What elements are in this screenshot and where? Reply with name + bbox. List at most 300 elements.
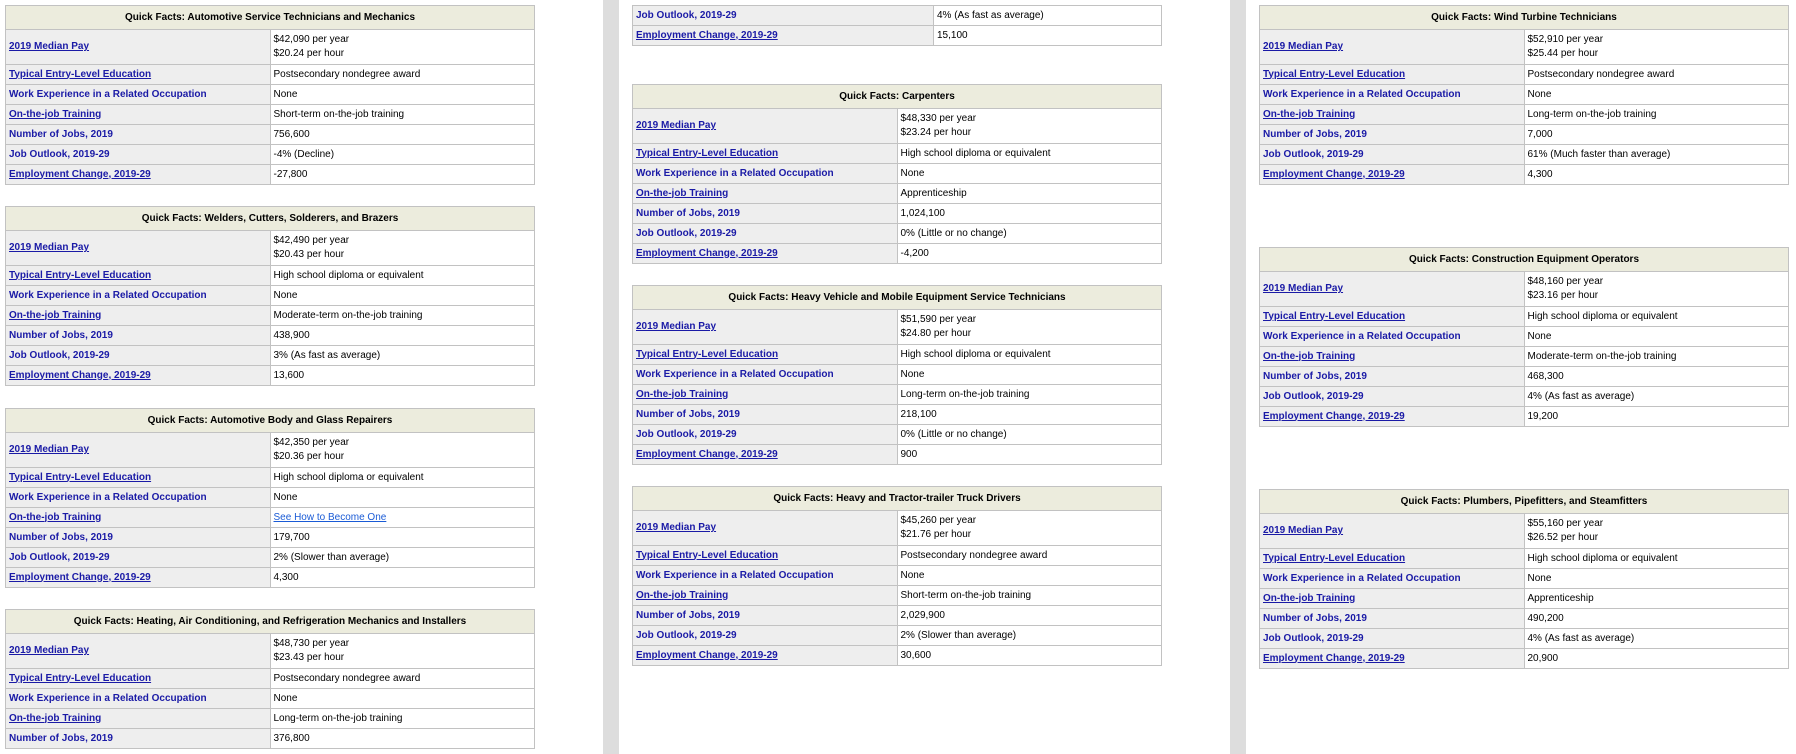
row-value: 4,300 [273,571,299,583]
table-row [633,405,1162,425]
row-label-cell [6,366,271,386]
table-row [6,689,535,709]
table-row [1260,514,1789,549]
table-row [1260,145,1789,165]
row-value: High school diploma or equivalent [273,269,424,281]
row-value-hourly: $20.24 per hour [273,48,345,59]
row-value-cell [934,26,1162,46]
row-value-cell [897,646,1162,666]
row-value: Postsecondary nondegree award [273,68,421,80]
row-value: Moderate-term on-the-job training [273,309,423,321]
quick-facts-table [5,408,535,588]
row-label-cell [1260,165,1525,185]
job-outlook-2019-29-label: Job Outlook, 2019-29 [1263,390,1364,402]
row-value: 7,000 [1527,128,1553,140]
row-value: 438,900 [273,329,310,341]
row-label-cell [6,30,271,65]
work-experience-in-a-related-occupation-label: Work Experience in a Related Occupation [636,569,834,581]
row-value-cell [1524,145,1789,165]
quick-facts-title: Quick Facts: Automotive Service Technicians and Mechanics [6,6,535,30]
table-row [6,468,535,488]
row-value-cell [897,204,1162,224]
row-value-cell [270,488,535,508]
row-value-hourly: $24.80 per hour [900,328,972,339]
number-of-jobs-2019-label: Number of Jobs, 2019 [1263,612,1367,624]
table-row [633,606,1162,626]
typical-entry-level-education-link[interactable]: Typical Entry-Level Education [636,348,779,360]
table-row [6,30,535,65]
row-label-cell [6,468,271,488]
job-outlook-2019-29-label: Job Outlook, 2019-29 [636,629,737,641]
quick-facts-table [5,206,535,386]
table-row [1260,569,1789,589]
number-of-jobs-2019-label: Number of Jobs, 2019 [9,128,113,140]
typical-entry-level-education-link[interactable]: Typical Entry-Level Education [9,471,152,483]
row-value: $45,260 per year [900,515,977,526]
row-value-cell [1524,629,1789,649]
row-label-cell [633,365,898,385]
row-label-cell [1260,649,1525,669]
row-label-cell [6,326,271,346]
typical-entry-level-education-link[interactable]: Typical Entry-Level Education [1263,68,1406,80]
row-value-cell [270,266,535,286]
2019-median-pay-link[interactable]: 2019 Median Pay [636,120,717,131]
row-value: $52,910 per year [1527,34,1604,45]
table-row [6,346,535,366]
row-label-cell [1260,407,1525,427]
row-value-cell [270,165,535,185]
row-value-hourly: $25.44 per hour [1527,48,1599,59]
typical-entry-level-education-link[interactable]: Typical Entry-Level Education [636,549,779,561]
quick-facts-table [5,5,535,185]
quick-facts-table [5,609,535,749]
row-value: Short-term on-the-job training [273,108,405,120]
2019-median-pay-link[interactable]: 2019 Median Pay [9,444,90,455]
row-value: Long-term on-the-job training [900,388,1030,400]
row-value-cell [1524,407,1789,427]
number-of-jobs-2019-label: Number of Jobs, 2019 [636,408,740,420]
table-row [1260,327,1789,347]
table-row [6,433,535,468]
2019-median-pay-link[interactable]: 2019 Median Pay [1263,525,1344,536]
row-value-cell [1524,514,1789,549]
row-label-cell [6,65,271,85]
table-row [6,65,535,85]
see-how-to-become-one-link[interactable]: See How to Become One [273,511,387,523]
row-value-cell [270,689,535,709]
row-value-cell [270,468,535,488]
on-the-job-training-link[interactable]: On-the-job Training [636,187,729,199]
number-of-jobs-2019-label: Number of Jobs, 2019 [9,732,113,744]
employment-change-2019-29-link[interactable]: Employment Change, 2019-29 [1263,410,1405,422]
2019-median-pay-link[interactable]: 2019 Median Pay [1263,283,1344,294]
row-label-cell [1260,105,1525,125]
table-row [633,425,1162,445]
row-value: 20,900 [1527,652,1559,664]
row-value: 900 [900,448,918,460]
row-value-cell [1524,105,1789,125]
table-row [6,729,535,749]
row-value: $51,590 per year [900,314,977,325]
row-label-cell [633,425,898,445]
row-label-cell [6,689,271,709]
row-value: 4% (As fast as average) [937,9,1044,21]
row-value: 756,600 [273,128,310,140]
row-value-cell [270,125,535,145]
2019-median-pay-link[interactable]: 2019 Median Pay [636,321,717,332]
row-value: 1,024,100 [900,207,945,219]
employment-change-2019-29-link[interactable]: Employment Change, 2019-29 [9,571,151,583]
employment-change-2019-29-link[interactable]: Employment Change, 2019-29 [636,247,778,259]
table-row [1260,165,1789,185]
row-value: None [900,167,925,179]
table-row [6,145,535,165]
row-label-cell [633,204,898,224]
row-label-cell [6,669,271,689]
row-label-cell [633,586,898,606]
row-value-cell [270,568,535,588]
row-value: -27,800 [273,168,308,180]
employment-change-2019-29-link[interactable]: Employment Change, 2019-29 [636,649,778,661]
row-value-cell [270,528,535,548]
work-experience-in-a-related-occupation-label: Work Experience in a Related Occupation [636,368,834,380]
row-label-cell [633,310,898,345]
work-experience-in-a-related-occupation-label: Work Experience in a Related Occupation [636,167,834,179]
row-value-cell [270,548,535,568]
table-row [1260,85,1789,105]
row-value-cell [270,634,535,669]
row-value: 490,200 [1527,612,1564,624]
row-label-cell [1260,145,1525,165]
row-value: Apprenticeship [900,187,967,199]
quick-facts-title: Quick Facts: Carpenters [633,85,1162,109]
table-row [633,109,1162,144]
quick-facts-title: Quick Facts: Heavy and Tractor-trailer Truck Drivers [633,487,1162,511]
row-value-cell [897,425,1162,445]
table-row [1260,589,1789,609]
row-value-cell [1524,85,1789,105]
employment-change-2019-29-link[interactable]: Employment Change, 2019-29 [1263,168,1405,180]
table-row [6,125,535,145]
2019-median-pay-link[interactable]: 2019 Median Pay [1263,41,1344,52]
row-value-cell [270,286,535,306]
table-row [633,6,1162,26]
table-row [1260,407,1789,427]
table-row [1260,125,1789,145]
typical-entry-level-education-link[interactable]: Typical Entry-Level Education [9,672,152,684]
row-value-cell [897,310,1162,345]
row-label-cell [6,488,271,508]
2019-median-pay-link[interactable]: 2019 Median Pay [9,41,90,52]
table-row [6,85,535,105]
quick-facts-title: Quick Facts: Welders, Cutters, Solderers, and Brazers [6,207,535,231]
table-row [1260,65,1789,85]
table-row [633,445,1162,465]
work-experience-in-a-related-occupation-label: Work Experience in a Related Occupation [9,289,207,301]
row-value: Short-term on-the-job training [900,589,1032,601]
job-outlook-2019-29-label: Job Outlook, 2019-29 [9,148,110,160]
row-label-cell [6,346,271,366]
row-label-cell [6,165,271,185]
2019-median-pay-link[interactable]: 2019 Median Pay [636,522,717,533]
row-label-cell [633,546,898,566]
row-value-cell [897,224,1162,244]
row-value-cell [270,709,535,729]
row-value-cell [1524,165,1789,185]
table-row [6,548,535,568]
quick-facts-title: Quick Facts: Construction Equipment Operators [1260,248,1789,272]
row-label-cell [633,566,898,586]
row-value: $42,090 per year [273,34,350,45]
row-value: -4,200 [900,247,929,259]
row-value: $48,730 per year [273,638,350,649]
number-of-jobs-2019-label: Number of Jobs, 2019 [9,531,113,543]
row-value: Postsecondary nondegree award [900,549,1048,561]
row-value-cell [270,65,535,85]
row-value-cell [270,508,535,528]
row-value-cell [270,30,535,65]
typical-entry-level-education-link[interactable]: Typical Entry-Level Education [1263,310,1406,322]
row-value: 0% (Little or no change) [900,428,1007,440]
row-value-cell [897,385,1162,405]
row-value: Long-term on-the-job training [273,712,403,724]
number-of-jobs-2019-label: Number of Jobs, 2019 [1263,128,1367,140]
typical-entry-level-education-link[interactable]: Typical Entry-Level Education [1263,552,1406,564]
table-row [1260,629,1789,649]
table-row [6,266,535,286]
row-value-hourly: $20.36 per hour [273,451,345,462]
table-row [633,586,1162,606]
row-value-cell [1524,649,1789,669]
row-label-cell [633,385,898,405]
row-value: $48,330 per year [900,113,977,124]
table-row [633,144,1162,164]
number-of-jobs-2019-label: Number of Jobs, 2019 [9,329,113,341]
on-the-job-training-link[interactable]: On-the-job Training [636,589,729,601]
row-label-cell [633,164,898,184]
row-label-cell [6,266,271,286]
table-row [633,224,1162,244]
2019-median-pay-link[interactable]: 2019 Median Pay [9,242,90,253]
row-value-hourly: $23.24 per hour [900,127,972,138]
row-value-cell [897,164,1162,184]
row-label-cell [1260,327,1525,347]
table-row [1260,367,1789,387]
on-the-job-training-link[interactable]: On-the-job Training [9,511,102,523]
row-label-cell [1260,85,1525,105]
table-row [1260,307,1789,327]
quick-facts-title: Quick Facts: Automotive Body and Glass Repairers [6,409,535,433]
quick-facts-title: Quick Facts: Heating, Air Conditioning, and Refrigeration Mechanics and Installers [6,610,535,634]
row-value-cell [897,566,1162,586]
quick-facts-title: Quick Facts: Plumbers, Pipefitters, and Steamfitters [1260,490,1789,514]
row-label-cell [6,634,271,669]
on-the-job-training-link[interactable]: On-the-job Training [9,309,102,321]
job-outlook-2019-29-label: Job Outlook, 2019-29 [1263,632,1364,644]
job-outlook-2019-29-label: Job Outlook, 2019-29 [636,9,737,21]
employment-change-2019-29-link[interactable]: Employment Change, 2019-29 [636,29,778,41]
table-row [6,669,535,689]
table-row [6,366,535,386]
row-label-cell [1260,30,1525,65]
table-row [1260,609,1789,629]
typical-entry-level-education-link[interactable]: Typical Entry-Level Education [9,269,152,281]
row-value-cell [1524,589,1789,609]
row-label-cell [6,729,271,749]
row-value-cell [1524,125,1789,145]
job-outlook-2019-29-label: Job Outlook, 2019-29 [636,428,737,440]
row-value: $48,160 per year [1527,276,1604,287]
row-value: High school diploma or equivalent [1527,552,1678,564]
row-value-cell [1524,387,1789,407]
table-row [633,566,1162,586]
table-row [633,385,1162,405]
row-label-cell [633,345,898,365]
row-value: 61% (Much faster than average) [1527,148,1671,160]
row-value-hourly: $20.43 per hour [273,249,345,260]
number-of-jobs-2019-label: Number of Jobs, 2019 [1263,370,1367,382]
row-value: 2% (Slower than average) [900,629,1017,641]
job-outlook-2019-29-label: Job Outlook, 2019-29 [1263,148,1364,160]
row-value-cell [1524,65,1789,85]
number-of-jobs-2019-label: Number of Jobs, 2019 [636,207,740,219]
row-value-cell [1524,347,1789,367]
table-row [633,345,1162,365]
quick-facts-table [632,285,1162,465]
row-value: 376,800 [273,732,310,744]
row-value-cell [270,729,535,749]
row-value: 2,029,900 [900,609,945,621]
row-value: $42,490 per year [273,235,350,246]
row-value-cell [934,6,1162,26]
work-experience-in-a-related-occupation-label: Work Experience in a Related Occupation [1263,330,1461,342]
on-the-job-training-link[interactable]: On-the-job Training [1263,108,1356,120]
2019-median-pay-link[interactable]: 2019 Median Pay [9,645,90,656]
table-row [1260,272,1789,307]
row-value: 0% (Little or no change) [900,227,1007,239]
row-value-cell [897,109,1162,144]
page-gutter-2 [1230,0,1246,754]
row-label-cell [6,231,271,266]
row-value: None [273,289,298,301]
row-label-cell [1260,65,1525,85]
row-label-cell [6,306,271,326]
table-row [6,488,535,508]
row-value: 2% (Slower than average) [273,551,390,563]
row-label-cell [633,144,898,164]
table-row [6,568,535,588]
row-value: -4% (Decline) [273,148,335,160]
row-value-cell [897,546,1162,566]
row-label-cell [6,568,271,588]
table-row [6,105,535,125]
on-the-job-training-link[interactable]: On-the-job Training [9,108,102,120]
row-value: 15,100 [937,29,968,41]
employment-change-2019-29-link[interactable]: Employment Change, 2019-29 [9,168,151,180]
quick-facts-table [632,5,1162,46]
row-label-cell [633,646,898,666]
row-value: 4% (As fast as average) [1527,390,1635,402]
quick-facts-table [1259,489,1789,669]
row-value-cell [897,586,1162,606]
on-the-job-training-link[interactable]: On-the-job Training [636,388,729,400]
row-label-cell [1260,272,1525,307]
on-the-job-training-link[interactable]: On-the-job Training [9,712,102,724]
table-row [1260,105,1789,125]
table-row [633,26,1162,46]
row-label-cell [1260,387,1525,407]
row-label-cell [6,548,271,568]
on-the-job-training-link[interactable]: On-the-job Training [1263,350,1356,362]
typical-entry-level-education-link[interactable]: Typical Entry-Level Education [9,68,152,80]
table-row [633,164,1162,184]
row-value: $42,350 per year [273,437,350,448]
table-row [633,204,1162,224]
row-label-cell [1260,589,1525,609]
row-label-cell [1260,514,1525,549]
table-row [6,231,535,266]
row-value: None [273,491,298,503]
row-value: 179,700 [273,531,310,543]
row-value: Long-term on-the-job training [1527,108,1657,120]
employment-change-2019-29-link[interactable]: Employment Change, 2019-29 [9,369,151,381]
row-value: None [900,368,925,380]
row-value: High school diploma or equivalent [900,147,1051,159]
employment-change-2019-29-link[interactable]: Employment Change, 2019-29 [636,448,778,460]
row-label-cell [1260,629,1525,649]
row-label-cell [6,508,271,528]
row-label-cell [633,405,898,425]
row-value-cell [270,326,535,346]
row-value-cell [270,433,535,468]
row-value-cell [1524,609,1789,629]
row-label-cell [1260,347,1525,367]
quick-facts-table [1259,247,1789,427]
row-label-cell [633,109,898,144]
page-gutter-1 [603,0,619,754]
table-row [6,286,535,306]
on-the-job-training-link[interactable]: On-the-job Training [1263,592,1356,604]
row-value-cell [897,244,1162,264]
table-row [1260,387,1789,407]
row-value-cell [897,606,1162,626]
table-row [1260,30,1789,65]
row-value-hourly: $26.52 per hour [1527,532,1599,543]
table-row [633,546,1162,566]
typical-entry-level-education-link[interactable]: Typical Entry-Level Education [636,147,779,159]
row-value-cell [270,346,535,366]
row-value: Postsecondary nondegree award [1527,68,1675,80]
row-value: None [273,88,298,100]
row-label-cell [6,433,271,468]
row-value-cell [1524,30,1789,65]
row-value: Postsecondary nondegree award [273,672,421,684]
row-value-cell [270,669,535,689]
row-value-cell [897,511,1162,546]
row-label-cell [633,26,934,46]
employment-change-2019-29-link[interactable]: Employment Change, 2019-29 [1263,652,1405,664]
work-experience-in-a-related-occupation-label: Work Experience in a Related Occupation [9,88,207,100]
job-outlook-2019-29-label: Job Outlook, 2019-29 [9,551,110,563]
row-value: High school diploma or equivalent [900,348,1051,360]
table-row [1260,549,1789,569]
row-label-cell [6,105,271,125]
row-label-cell [633,184,898,204]
row-value: 3% (As fast as average) [273,349,381,361]
table-row [633,511,1162,546]
row-value-cell [897,184,1162,204]
row-value-cell [1524,569,1789,589]
